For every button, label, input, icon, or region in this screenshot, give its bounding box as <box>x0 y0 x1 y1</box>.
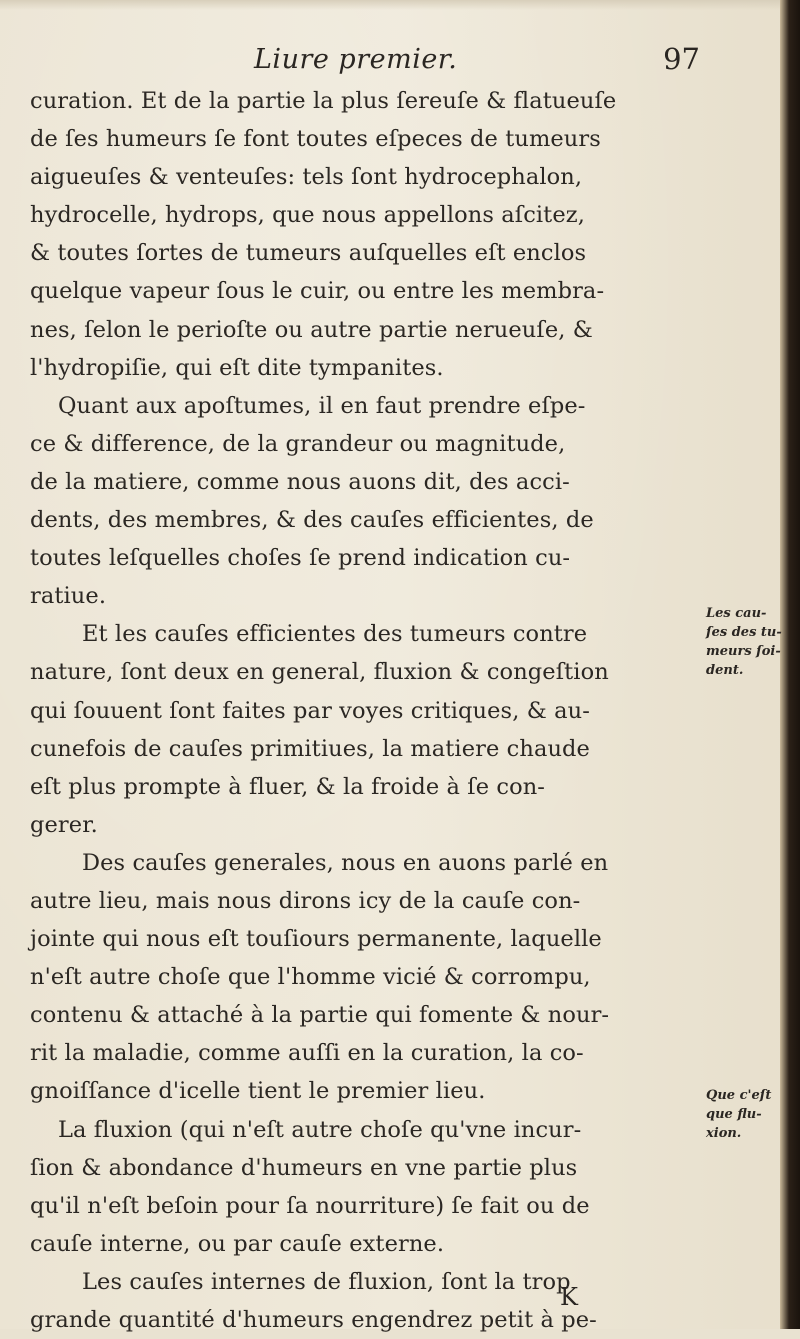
running-title: Liure premier. <box>254 44 458 75</box>
paragraph-start-line: Et les cauſes efficientes des tumeurs contre <box>82 621 588 648</box>
margin-note-line: Les cau- <box>706 606 767 621</box>
text-line: gerer. <box>30 811 98 838</box>
text-line: aigueuſes & venteuſes: tels ſont hydrocephalon, <box>30 164 583 191</box>
margin-note-line: meurs ſoi- <box>706 644 781 659</box>
body-text <box>30 82 700 1339</box>
margin-note-line: dent. <box>706 663 744 678</box>
page-number: 97 <box>663 42 700 76</box>
page-top-edge <box>0 0 800 10</box>
text-line: nes, ſelon le perioſte ou autre partie nerueuſe, & <box>30 316 593 343</box>
text-line: cauſe interne, ou par cauſe externe. <box>30 1230 445 1257</box>
text-line: curation. Et de la partie la plus ſereuſe & flatueuſe <box>30 88 617 114</box>
running-head <box>240 40 700 82</box>
text-line: autre lieu, mais nous dirons icy de la cauſe con- <box>30 887 581 914</box>
text-line: n'eſt autre choſe que l'homme vicié & corrompu, <box>30 964 591 991</box>
margin-note-line: Que c'eſt <box>706 1088 772 1103</box>
margin-note-line: ſes des tu- <box>706 625 782 640</box>
margin-note-causes <box>706 604 788 680</box>
text-line: cunefois de cauſes primitiues, la matiere chaude <box>30 735 590 762</box>
text-line: qu'il n'eſt beſoin pour ſa nourriture) ſe fait ou de <box>30 1192 590 1219</box>
text-line: quelque vapeur ſous le cuir, ou entre les membra- <box>30 278 605 305</box>
paragraph-start-line: Des cauſes generales, nous en auons parlé en <box>82 849 609 876</box>
catchword: K <box>560 1283 578 1311</box>
text-line: jointe qui nous eſt touſiours permanente, laquelle <box>30 926 602 953</box>
text-line: rit la maladie, comme auſſi en la curation, la co- <box>30 1040 584 1067</box>
text-line: de ſes humeurs ſe font toutes eſpeces de tumeurs <box>30 126 601 153</box>
text-line: toutes leſquelles choſes ſe prend indication cu- <box>30 545 571 572</box>
text-line: nature, ſont deux en general, fluxion & congeſtion <box>30 659 609 686</box>
text-line: ſion & abondance d'humeurs en vne partie plus <box>30 1154 578 1181</box>
text-line: l'hydropiſie, qui eſt dite tympanites. <box>30 354 444 381</box>
margin-note-line: xion. <box>706 1126 742 1141</box>
margin-note-fluxion <box>706 1086 788 1143</box>
text-line: dents, des membres, & des cauſes efficientes, de <box>30 507 594 534</box>
text-line: grande quantité d'humeurs engendrez petit à pe- <box>30 1307 597 1333</box>
paragraph-start-line: La fluxion (qui n'eſt autre choſe qu'vne incur- <box>58 1116 582 1143</box>
paragraph-start-line: Quant aux apoſtumes, il en faut prendre eſpe- <box>58 392 586 419</box>
text-line: contenu & attaché à la partie qui fomente & nour- <box>30 1002 610 1029</box>
text-line: gnoiſſance d'icelle tient le premier lieu. <box>30 1078 486 1105</box>
paragraph-start-line: Les cauſes internes de fluxion, ſont la trop <box>82 1268 571 1295</box>
text-line: eſt plus prompte à fluer, & la froide à ſe con- <box>30 773 546 800</box>
text-line: ratiue. <box>30 583 107 610</box>
text-line: ce & difference, de la grandeur ou magnitude, <box>30 430 566 457</box>
text-line: hydrocelle, hydrops, que nous appellons aſcitez, <box>30 202 585 229</box>
text-line: de la matiere, comme nous auons dit, des acci- <box>30 468 570 495</box>
margin-note-line: que flu- <box>706 1107 762 1122</box>
text-line: & toutes ſortes de tumeurs auſquelles eſt enclos <box>30 240 587 267</box>
text-line: qui ſouuent ſont faites par voyes critiques, & au- <box>30 697 590 724</box>
